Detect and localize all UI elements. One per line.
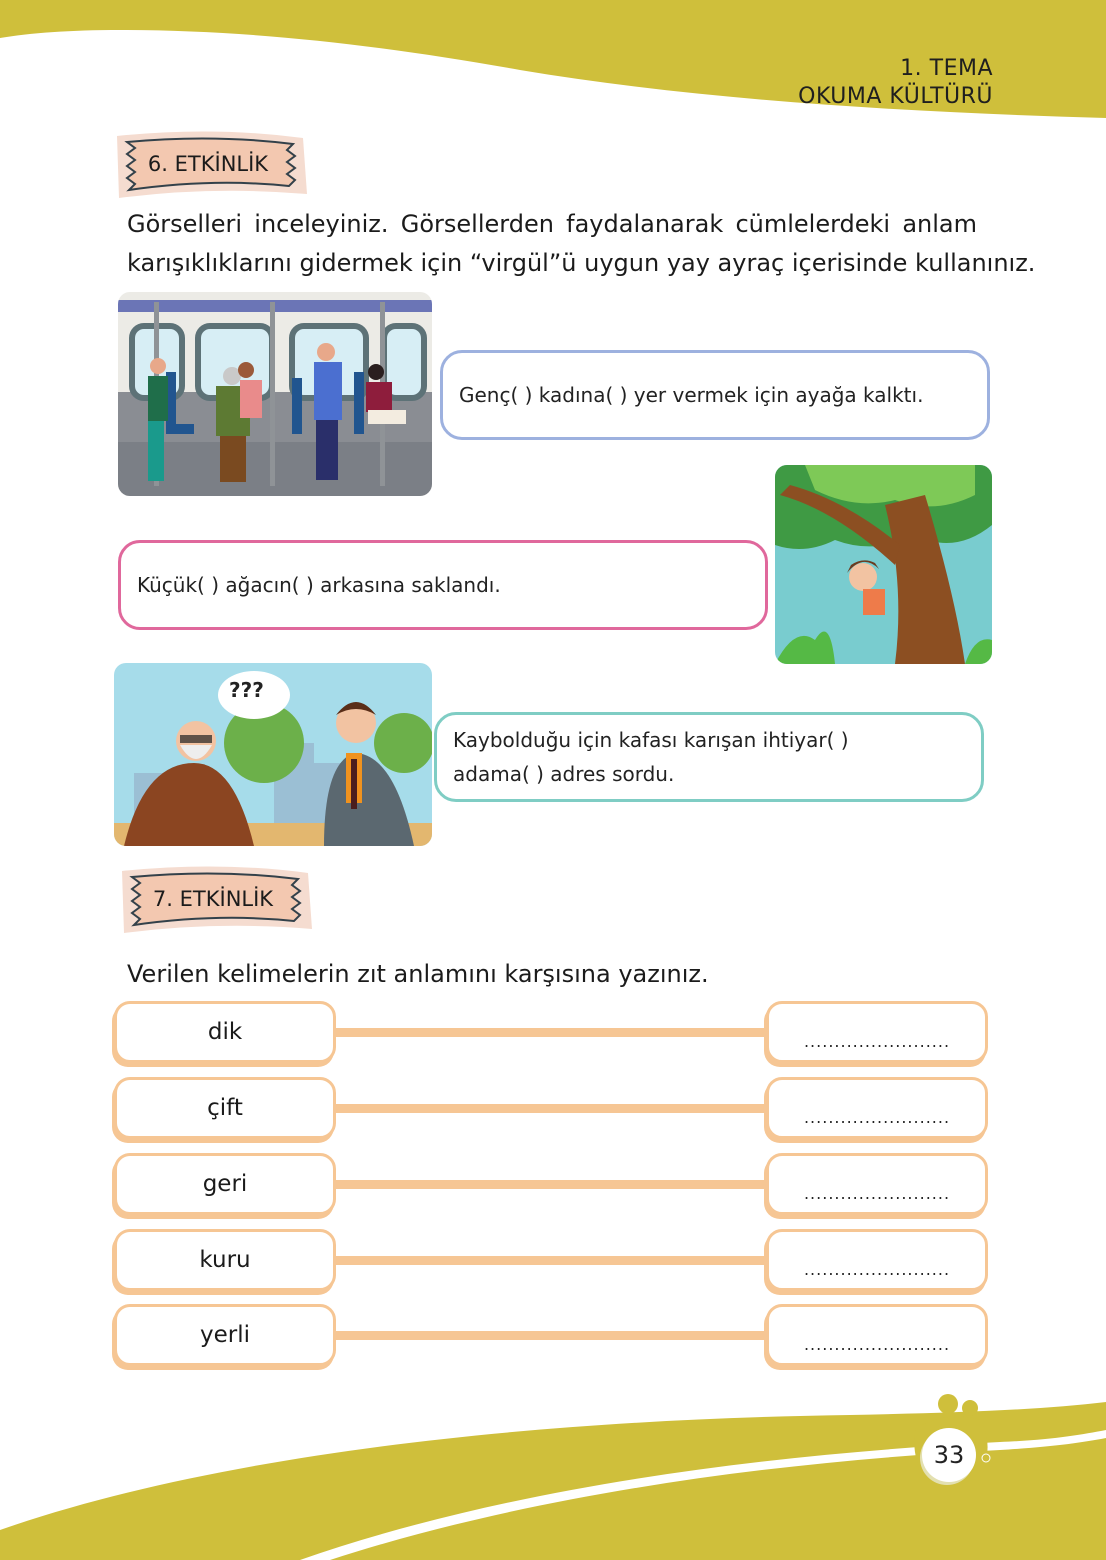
girl-behind-tree-image [775,465,992,664]
old-man-asking-directions-image [114,663,432,846]
word-box [114,1304,336,1366]
antonym-row [114,1304,990,1366]
theme-title: OKUMA KÜLTÜRÜ [798,84,993,109]
answer-field[interactable] [766,1001,988,1063]
word-box [114,1229,336,1291]
answer-placeholder: ........................ [803,1334,951,1354]
word: dik [207,1019,243,1045]
sentence-2: Küçük( ) ağacın( ) arkasına saklandı. [137,573,501,597]
word: çift [207,1095,243,1121]
connector-line [336,1180,768,1189]
answer-field[interactable] [766,1153,988,1215]
answer-placeholder: ........................ [803,1107,951,1127]
sentence-1: Genç( ) kadına( ) yer vermek için ayağa kalktı. [459,383,924,407]
antonym-row [114,1229,990,1291]
answer-placeholder: ........................ [803,1259,951,1279]
connector-line [336,1256,768,1265]
activity-6-instruction-line2: karışıklıklarını gidermek için “virgül”ü uygun yay ayraç içerisinde kullanınız. [127,249,1036,277]
theme-number: 1. TEMA [900,56,993,81]
speech-bubble-text: ??? [229,678,264,702]
connector-line [336,1331,768,1340]
activity-6-title: 6. ETKİNLİK [147,152,269,176]
activity-6-ribbon [113,128,303,200]
sentence-3-line1: Kaybolduğu için kafası karışan ihtiyar( ) [453,728,849,752]
activity-6-instruction-line1: Görselleri inceleyiniz. Görsellerden faydalanarak cümlelerdeki anlam [127,210,977,238]
theme-label [798,55,993,111]
bus-interior-image [118,292,432,496]
activity-7-ribbon [118,863,308,935]
sentence-box-1 [440,350,990,440]
word: yerli [200,1322,250,1348]
answer-placeholder: ........................ [803,1183,951,1203]
word-box [114,1077,336,1139]
word: kuru [199,1247,251,1273]
antonym-row [114,1153,990,1215]
activity-7-instruction: Verilen kelimelerin zıt anlamını karşısına yazınız. [127,960,709,988]
word-box [114,1153,336,1215]
activity-7-title: 7. ETKİNLİK [152,887,274,911]
answer-field[interactable] [766,1304,988,1366]
answer-placeholder: ........................ [803,1031,951,1051]
antonym-row [114,1001,990,1063]
word: geri [202,1171,248,1197]
answer-field[interactable] [766,1229,988,1291]
sentence-box-2 [118,540,768,630]
answer-field[interactable] [766,1077,988,1139]
word-box [114,1001,336,1063]
antonym-row [114,1077,990,1139]
connector-line [336,1028,768,1037]
page-number: 33 [922,1428,976,1482]
connector-line [336,1104,768,1113]
sentence-3-line2: adama( ) adres sordu. [453,762,675,786]
sentence-box-3 [434,712,984,802]
